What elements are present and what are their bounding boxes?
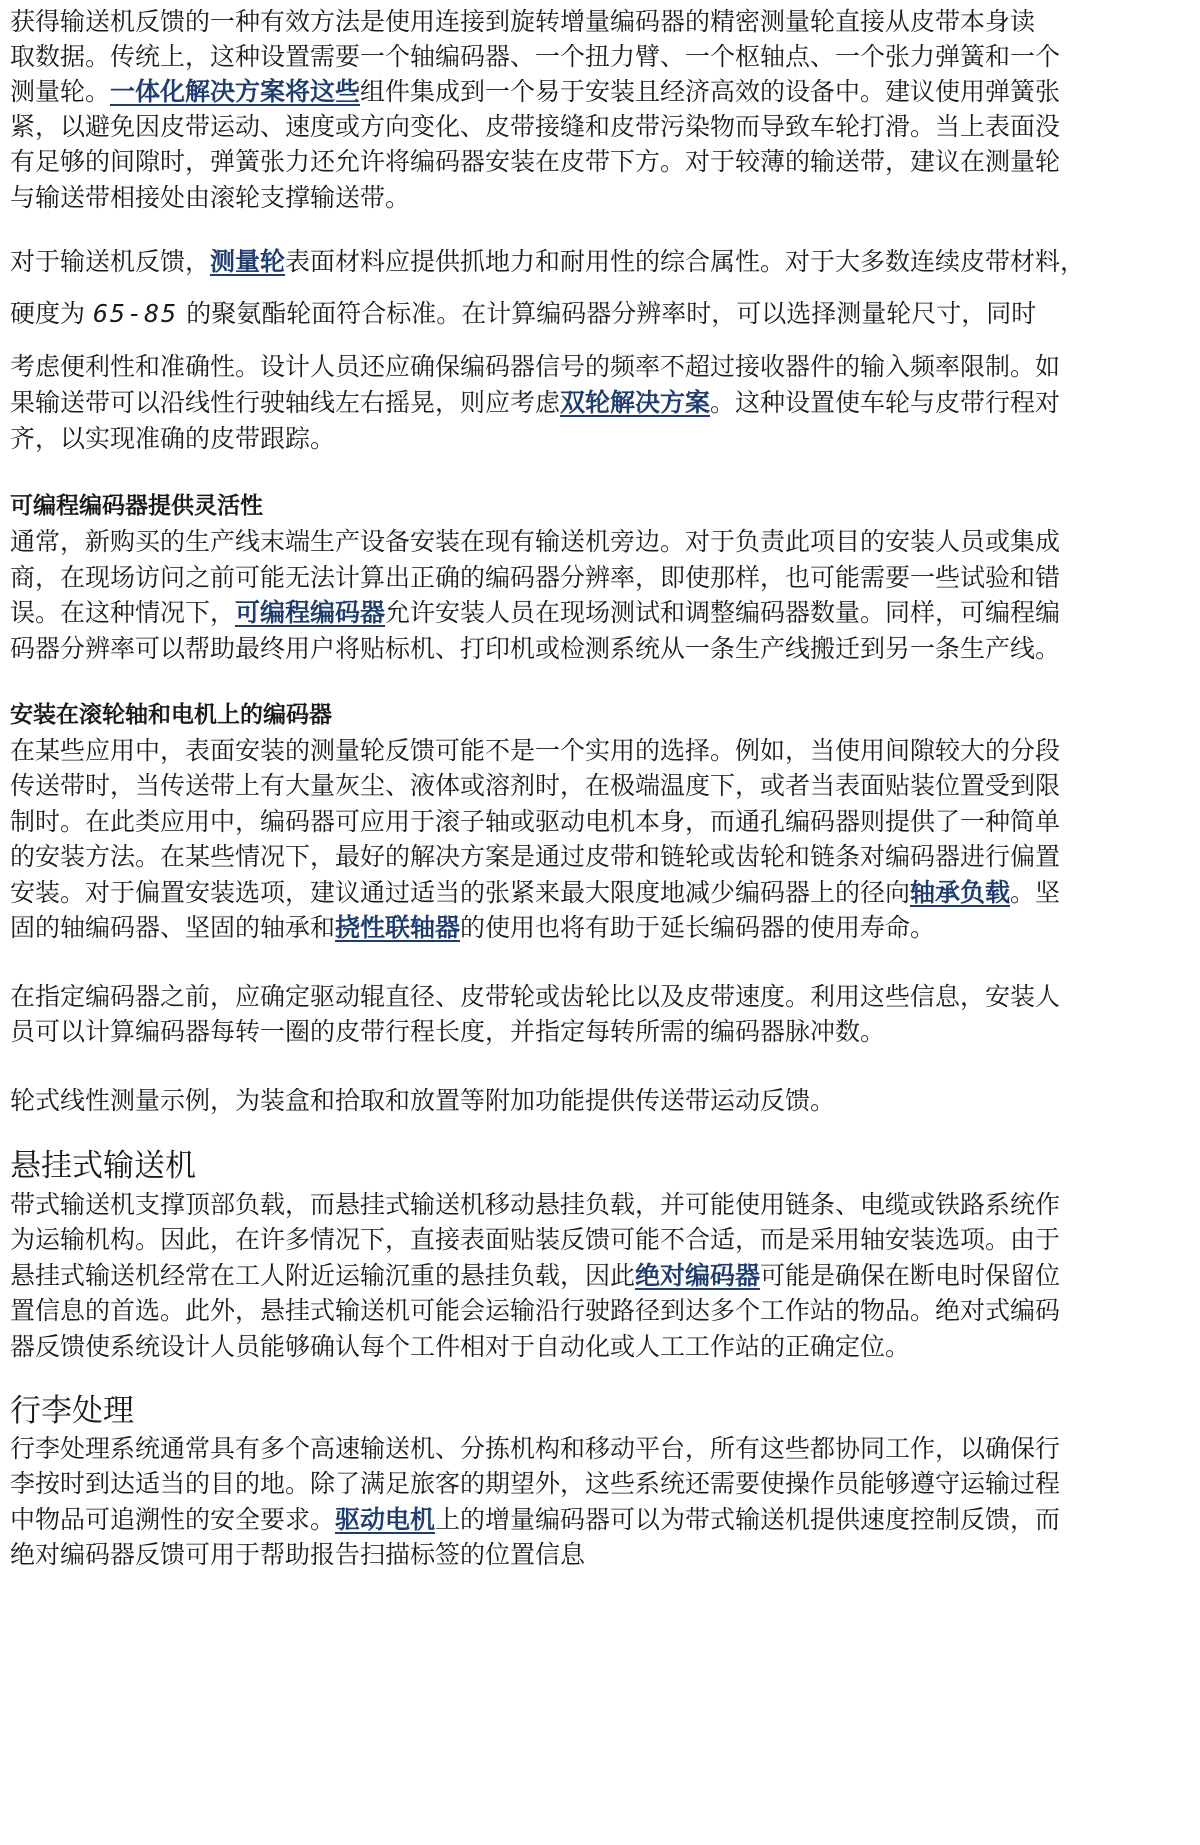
paragraph-line: 绝对编码器反馈可用于帮助报告扫描标签的位置信息: [10, 1540, 586, 1569]
programmable-encoder-link[interactable]: 可编程编码器: [235, 598, 386, 627]
paragraph-line: 制时。在此类应用中，编码器可应用于滚子轴或驱动电机本身，而通孔编码器则提供了一种简单: [10, 807, 1061, 836]
paragraph-line: 为运输机构。因此，在许多情况下，直接表面贴装反馈可能不合适，而是采用轴安装选项。由于: [10, 1225, 1061, 1254]
paragraph-line: 安装。对于偏置安装选项，建议通过适当的张紧来最大限度地减少编码器上的径向轴承负载。坚: [10, 878, 1061, 907]
paragraph-line: 在某些应用中，表面安装的测量轮反馈可能不是一个实用的选择。例如，当使用间隙较大的分段: [10, 736, 1061, 765]
paragraph-line: 悬挂式输送机经常在工人附近运输沉重的悬挂负载，因此绝对编码器可能是确保在断电时保留位: [10, 1261, 1061, 1290]
absolute-encoder-link[interactable]: 绝对编码器: [635, 1261, 761, 1290]
paragraph-line: 取数据。传统上，这种设置需要一个轴编码器、一个扭力臂、一个枢轴点、一个张力弹簧和一个: [10, 42, 1061, 71]
paragraph-line: 紧，以避免因皮带运动、速度或方向变化、皮带接缝和皮带污染物而导致车轮打滑。当上表面没: [10, 112, 1061, 141]
paragraph-line: 在指定编码器之前，应确定驱动辊直径、皮带轮或齿轮比以及皮带速度。利用这些信息，安装人: [10, 982, 1061, 1011]
hardness-value: 65-85: [92, 299, 179, 328]
bearing-load-link[interactable]: 轴承负载: [910, 878, 1011, 907]
section-heading: 悬挂式输送机: [10, 1148, 196, 1184]
paragraph-line: 获得输送机反馈的一种有效方法是使用连接到旋转增量编码器的精密测量轮直接从皮带本身读: [10, 7, 1036, 36]
paragraph-line: 商，在现场访问之前可能无法计算出正确的编码器分辨率，即使那样，也可能需要一些试验和错: [10, 563, 1061, 592]
paragraph-line: 果输送带可以沿线性行驶轴线左右摇晃，则应考虑双轮解决方案。这种设置使车轮与皮带行程对: [10, 388, 1061, 417]
paragraph-line: 考虑便利性和准确性。设计人员还应确保编码器信号的频率不超过接收器件的输入频率限制。如: [10, 352, 1061, 381]
paragraph-line: 码器分辨率可以帮助最终用户将贴标机、打印机或检测系统从一条生产线搬迁到另一条生产线。: [10, 634, 1061, 663]
paragraph-line: 与输送带相接处由滚轮支撑输送带。: [10, 183, 411, 212]
paragraph-line: 固的轴编码器、坚固的轴承和挠性联轴器的使用也将有助于延长编码器的使用寿命。: [10, 913, 936, 942]
paragraph-line: 齐，以实现准确的皮带跟踪。: [10, 424, 336, 453]
dual-wheel-solution-link[interactable]: 双轮解决方案: [560, 388, 711, 417]
paragraph-line: 员可以计算编码器每转一圈的皮带行程长度，并指定每转所需的编码器脉冲数。: [10, 1017, 886, 1046]
paragraph-line: 李按时到达适当的目的地。除了满足旅客的期望外，这些系统还需要使操作员能够遵守运输过程: [10, 1469, 1061, 1498]
section-heading: 行李处理: [10, 1393, 134, 1429]
paragraph-line: 中物品可追溯性的安全要求。驱动电机上的增量编码器可以为带式输送机提供速度控制反馈，而: [10, 1505, 1061, 1534]
integrated-solution-link[interactable]: 一体化解决方案将这些: [110, 77, 361, 106]
paragraph-line: 带式输送机支撑顶部负载，而悬挂式输送机移动悬挂负载，并可能使用链条、电缆或铁路系统作: [10, 1190, 1061, 1219]
paragraph-line: 对于输送机反馈，测量轮表面材料应提供抓地力和耐用性的综合属性。对于大多数连续皮带材料，: [10, 247, 1086, 276]
paragraph-line: 的安装方法。在某些情况下，最好的解决方案是通过皮带和链轮或齿轮和链条对编码器进行偏置: [10, 842, 1061, 871]
paragraph-line: 硬度为 65-85 的聚氨酯轮面符合标准。在计算编码器分辨率时，可以选择测量轮尺寸，同时: [10, 299, 1037, 328]
paragraph-line: 测量轮。一体化解决方案将这些组件集成到一个易于安装且经济高效的设备中。建议使用弹簧张: [10, 77, 1061, 106]
paragraph-line: 通常，新购买的生产线末端生产设备安装在现有输送机旁边。对于负责此项目的安装人员或集成: [10, 527, 1061, 556]
measuring-wheel-link[interactable]: 测量轮: [210, 247, 286, 276]
paragraph-line: 器反馈使系统设计人员能够确认每个工件相对于自动化或人工工作站的正确定位。: [10, 1332, 911, 1361]
flexible-coupling-link[interactable]: 挠性联轴器: [335, 913, 461, 942]
drive-motor-link[interactable]: 驱动电机: [335, 1505, 436, 1534]
paragraph-line: 行李处理系统通常具有多个高速输送机、分拣机构和移动平台，所有这些都协同工作，以确保行: [10, 1434, 1061, 1463]
section-subheading: 可编程编码器提供灵活性: [10, 493, 263, 519]
section-subheading: 安装在滚轮轴和电机上的编码器: [10, 702, 332, 728]
paragraph-line: 轮式线性测量示例，为装盒和拾取和放置等附加功能提供传送带运动反馈。: [10, 1086, 836, 1115]
paragraph-line: 传送带时，当传送带上有大量灰尘、液体或溶剂时，在极端温度下，或者当表面贴装位置受到限: [10, 771, 1061, 800]
paragraph-line: 误。在这种情况下，可编程编码器允许安装人员在现场测试和调整编码器数量。同样，可编程编: [10, 598, 1061, 627]
paragraph-line: 有足够的间隙时，弹簧张力还允许将编码器安装在皮带下方。对于较薄的输送带，建议在测量轮: [10, 147, 1061, 176]
paragraph-line: 置信息的首选。此外，悬挂式输送机可能会运输沿行驶路径到达多个工作站的物品。绝对式编码: [10, 1296, 1061, 1325]
